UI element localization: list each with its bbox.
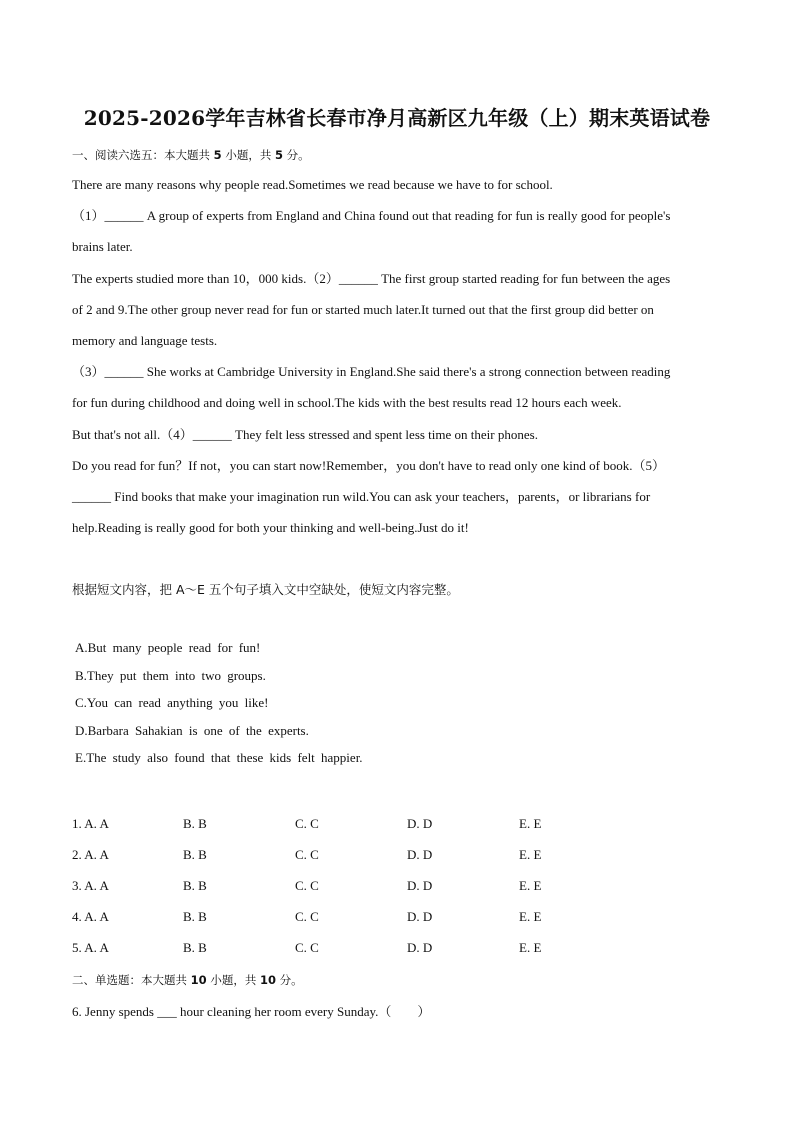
passage-line: of 2 and 9.The other group never read for fun or started much later.It turned out that the first group did better on xyxy=(72,302,654,317)
answer-choice[interactable]: 3. A. A xyxy=(72,878,109,893)
passage-line: （1）______ A group of experts from England and China found out that reading for fun is really good for people's xyxy=(72,208,671,223)
answer-choice[interactable]: D. D xyxy=(407,909,433,924)
answer-choice[interactable]: 2. A. A xyxy=(72,847,109,862)
answer-choice[interactable]: B. B xyxy=(183,940,207,955)
option-d: D.Barbara Sahakian is one of the experts. xyxy=(75,723,309,738)
passage-line: There are many reasons why people read.Sometimes we read because we have to for school. xyxy=(72,177,553,192)
page-title: 2025-2026学年吉林省长春市净月高新区九年级（上）期末英语试卷 xyxy=(83,106,711,130)
answer-choice[interactable]: D. D xyxy=(407,847,433,862)
passage-line: brains later. xyxy=(72,239,133,254)
answer-choice[interactable]: C. C xyxy=(295,940,319,955)
option-c: C.You can read anything you like! xyxy=(75,695,269,710)
question-6: 6. Jenny spends ___ hour cleaning her room every Sunday.（ ） xyxy=(72,1004,431,1019)
answer-row-3 xyxy=(72,878,632,896)
option-e: E.The study also found that these kids felt happier. xyxy=(75,750,363,765)
answer-choice[interactable]: C. C xyxy=(295,816,319,831)
passage-line: memory and language tests. xyxy=(72,333,218,348)
passage-line: for fun during childhood and doing well in school.The kids with the best results read 12 hours each week. xyxy=(72,395,622,410)
answer-choice[interactable]: E. E xyxy=(519,816,542,831)
answer-choice[interactable]: B. B xyxy=(183,816,207,831)
section-heading-single-choice: 二、单选题：本大题共 10 小题，共 10 分。 xyxy=(72,973,303,987)
answer-choice[interactable]: 1. A. A xyxy=(72,816,109,831)
answer-choice[interactable]: E. E xyxy=(519,878,542,893)
answer-choice[interactable]: D. D xyxy=(407,940,433,955)
answer-row-1 xyxy=(72,816,632,834)
answer-choice[interactable]: E. E xyxy=(519,847,542,862)
answer-choice[interactable]: 5. A. A xyxy=(72,940,109,955)
option-b: B.They put them into two groups. xyxy=(75,668,266,683)
answer-choice[interactable]: B. B xyxy=(183,878,207,893)
section-heading-reading: 一、阅读六选五：本大题共 5 小题，共 5 分。 xyxy=(72,148,310,162)
answer-choice[interactable]: B. B xyxy=(183,847,207,862)
passage-line: ______ Find books that make your imagination run wild.You can ask your teachers，parents，or librarians for xyxy=(72,489,651,504)
answer-choice[interactable]: 4. A. A xyxy=(72,909,109,924)
passage-line: help.Reading is really good for both your thinking and well-being.Just do it! xyxy=(72,520,469,535)
answer-choice[interactable]: D. D xyxy=(407,878,433,893)
answer-choice[interactable]: D. D xyxy=(407,816,433,831)
answer-choice[interactable]: C. C xyxy=(295,847,319,862)
passage-line: The experts studied more than 10，000 kids.（2）______ The first group started reading for fun between the ages xyxy=(72,271,671,286)
answer-choice[interactable]: E. E xyxy=(519,909,542,924)
answer-choice[interactable]: C. C xyxy=(295,878,319,893)
answer-row-2 xyxy=(72,847,632,865)
answer-choice[interactable]: E. E xyxy=(519,940,542,955)
instruction-text: 根据短文内容，把 A～E 五个句子填入文中空缺处，使短文内容完整。 xyxy=(72,582,459,597)
passage-line: （3）______ She works at Cambridge University in England.She said there's a strong connection between reading xyxy=(72,364,671,379)
option-a: A.But many people read for fun! xyxy=(75,640,261,655)
answer-choice[interactable]: B. B xyxy=(183,909,207,924)
answer-row-5 xyxy=(72,940,632,958)
passage-line: But that's not all.（4）______ They felt less stressed and spent less time on their phones. xyxy=(72,427,538,442)
answer-row-4 xyxy=(72,909,632,927)
answer-choice[interactable]: C. C xyxy=(295,909,319,924)
passage-line: Do you read for fun？If not，you can start now!Remember，you don't have to read only one kind of book.（5） xyxy=(72,458,665,473)
